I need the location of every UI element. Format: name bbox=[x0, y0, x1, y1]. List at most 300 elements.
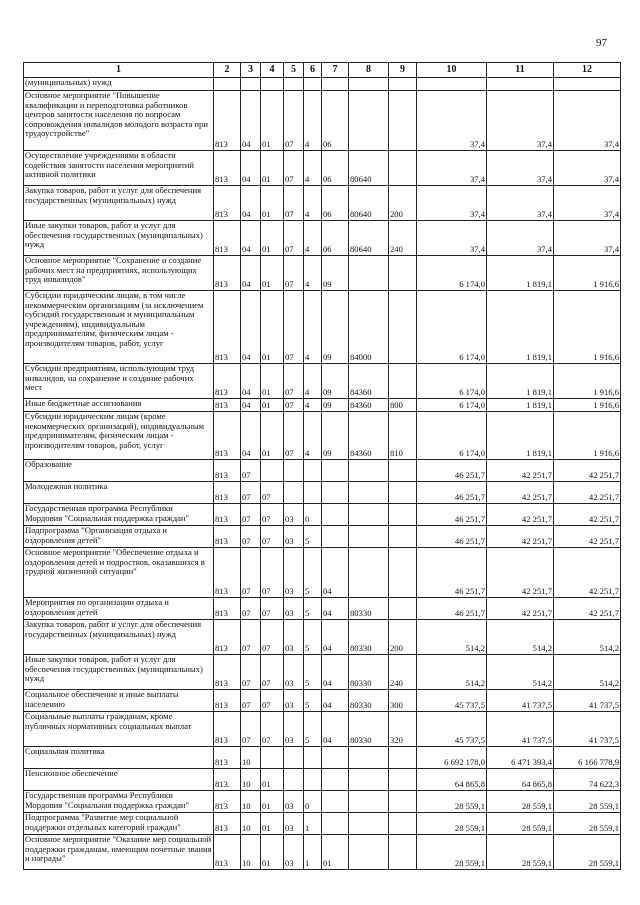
code-cell: 07 bbox=[284, 91, 304, 151]
row-name-cell: Закупка товаров, работ и услуг для обеспечения государственных (муниципальных) нужд bbox=[24, 620, 214, 655]
table-header bbox=[24, 63, 621, 78]
code-cell bbox=[389, 813, 417, 835]
code-cell: 03 bbox=[284, 504, 304, 526]
code-cell: 01 bbox=[261, 813, 284, 835]
code-cell: 4 bbox=[304, 291, 322, 364]
amount-cell: 28 559,1 bbox=[487, 791, 554, 813]
code-cell bbox=[322, 482, 349, 504]
code-cell: 01 bbox=[261, 364, 284, 399]
table-row bbox=[24, 399, 621, 412]
table-row bbox=[24, 747, 621, 769]
code-cell bbox=[304, 78, 322, 91]
code-cell: 07 bbox=[284, 364, 304, 399]
amount-cell: 37,4 bbox=[417, 151, 487, 186]
code-cell: 5 bbox=[304, 690, 322, 712]
code-cell: 10 bbox=[241, 769, 261, 791]
row-name-cell: Подпрограмма "Организация отдыха и оздоровления детей" bbox=[24, 526, 214, 548]
row-name-cell: Основное мероприятие "Сохранение и создание рабочих мест на предприятиях, использующих труд инвалидов" bbox=[24, 256, 214, 291]
code-cell: 01 bbox=[261, 151, 284, 186]
code-cell bbox=[349, 504, 389, 526]
row-name-cell: Мероприятия по организации отдыха и оздоровления детей bbox=[24, 598, 214, 620]
column-header: 10 bbox=[417, 63, 487, 78]
code-cell bbox=[389, 835, 417, 870]
code-cell: 07 bbox=[284, 186, 304, 221]
code-cell: 07 bbox=[284, 399, 304, 412]
code-cell: 07 bbox=[241, 460, 261, 482]
row-name-cell: (муниципальных) нужд bbox=[24, 78, 214, 91]
table-body bbox=[24, 78, 621, 870]
code-cell: 0 bbox=[304, 791, 322, 813]
table-row bbox=[24, 548, 621, 598]
code-cell: 09 bbox=[322, 291, 349, 364]
amount-cell: 37,4 bbox=[417, 91, 487, 151]
table-row bbox=[24, 712, 621, 747]
code-cell: 5 bbox=[304, 548, 322, 598]
code-cell bbox=[261, 747, 284, 769]
table-row bbox=[24, 791, 621, 813]
code-cell: 07 bbox=[261, 598, 284, 620]
code-cell: 813 bbox=[214, 460, 241, 482]
code-cell bbox=[322, 78, 349, 91]
code-cell bbox=[389, 256, 417, 291]
code-cell: 84360 bbox=[349, 399, 389, 412]
amount-cell: 514,2 bbox=[487, 620, 554, 655]
code-cell bbox=[389, 769, 417, 791]
amount-cell: 64 865,8 bbox=[487, 769, 554, 791]
code-cell bbox=[349, 747, 389, 769]
code-cell bbox=[284, 769, 304, 791]
column-header: 6 bbox=[304, 63, 322, 78]
code-cell: 01 bbox=[261, 186, 284, 221]
table-row bbox=[24, 835, 621, 870]
code-cell: 813 bbox=[214, 482, 241, 504]
code-cell bbox=[284, 747, 304, 769]
code-cell: 09 bbox=[322, 256, 349, 291]
code-cell: 04 bbox=[241, 256, 261, 291]
code-cell: 07 bbox=[241, 712, 261, 747]
code-cell: 813 bbox=[214, 256, 241, 291]
code-cell: 03 bbox=[284, 712, 304, 747]
row-name-cell: Субсидии предприятиям, использующим труд инвалидов, на сохранение и создание рабочих мест bbox=[24, 364, 214, 399]
amount-cell: 514,2 bbox=[554, 655, 621, 690]
amount-cell: 514,2 bbox=[487, 655, 554, 690]
code-cell bbox=[304, 460, 322, 482]
code-cell: 813 bbox=[214, 504, 241, 526]
code-cell: 07 bbox=[261, 482, 284, 504]
code-cell: 04 bbox=[241, 186, 261, 221]
column-header: 9 bbox=[389, 63, 417, 78]
code-cell: 813 bbox=[214, 813, 241, 835]
row-name-cell: Основное мероприятие "Повышение квалификации и переподготовка работников центров занятости населения по вопросам сопровождения инвалидов молодого возраста при трудоустройстве" bbox=[24, 91, 214, 151]
table-row bbox=[24, 482, 621, 504]
code-cell bbox=[349, 813, 389, 835]
code-cell: 03 bbox=[284, 655, 304, 690]
column-header: 2 bbox=[214, 63, 241, 78]
table-row bbox=[24, 364, 621, 399]
table-row bbox=[24, 655, 621, 690]
code-cell: 813. bbox=[214, 769, 241, 791]
code-cell: 80330 bbox=[349, 712, 389, 747]
code-cell bbox=[389, 291, 417, 364]
amount-cell: 6 166 778,9 bbox=[554, 747, 621, 769]
code-cell bbox=[322, 747, 349, 769]
code-cell: 03 bbox=[284, 598, 304, 620]
row-name-cell: Пенсионное обеспечение bbox=[24, 769, 214, 791]
code-cell: 10 bbox=[241, 791, 261, 813]
code-cell: 01 bbox=[261, 256, 284, 291]
code-cell: 03 bbox=[284, 526, 304, 548]
amount-cell bbox=[554, 78, 621, 91]
row-name-cell: Иные бюджетные ассигнования bbox=[24, 399, 214, 412]
code-cell: 07 bbox=[284, 291, 304, 364]
code-cell: 03 bbox=[284, 791, 304, 813]
code-cell bbox=[389, 482, 417, 504]
amount-cell: 42 251,7 bbox=[487, 548, 554, 598]
code-cell: 03 bbox=[284, 548, 304, 598]
amount-cell: 28 559,1 bbox=[554, 835, 621, 870]
row-name-cell: Образование bbox=[24, 460, 214, 482]
code-cell: 1 bbox=[304, 813, 322, 835]
amount-cell: 41 737,5 bbox=[554, 712, 621, 747]
code-cell: 03 bbox=[284, 813, 304, 835]
table-row bbox=[24, 412, 621, 460]
code-cell bbox=[389, 91, 417, 151]
amount-cell: 1 916,6 bbox=[554, 256, 621, 291]
code-cell bbox=[304, 747, 322, 769]
code-cell: 5 bbox=[304, 598, 322, 620]
code-cell: 813 bbox=[214, 91, 241, 151]
code-cell: 01 bbox=[261, 399, 284, 412]
code-cell: 01 bbox=[261, 291, 284, 364]
amount-cell: 28 559,1 bbox=[554, 813, 621, 835]
table-row bbox=[24, 291, 621, 364]
code-cell: 07 bbox=[284, 151, 304, 186]
table-row bbox=[24, 504, 621, 526]
code-cell: 84360 bbox=[349, 364, 389, 399]
code-cell: 06 bbox=[322, 151, 349, 186]
code-cell: 813 bbox=[214, 364, 241, 399]
code-cell: 813 bbox=[214, 620, 241, 655]
code-cell: 810 bbox=[389, 412, 417, 460]
code-cell: 07 bbox=[261, 655, 284, 690]
amount-cell: 37,4 bbox=[417, 186, 487, 221]
code-cell: 5 bbox=[304, 712, 322, 747]
code-cell: 09 bbox=[322, 412, 349, 460]
code-cell bbox=[389, 548, 417, 598]
code-cell: 07 bbox=[241, 598, 261, 620]
code-cell: 4 bbox=[304, 412, 322, 460]
code-cell: 800 bbox=[389, 399, 417, 412]
code-cell: 813 bbox=[214, 526, 241, 548]
code-cell: 813 bbox=[214, 791, 241, 813]
table-row bbox=[24, 460, 621, 482]
code-cell: 4 bbox=[304, 364, 322, 399]
code-cell: 813 bbox=[214, 690, 241, 712]
code-cell: 813 bbox=[214, 221, 241, 256]
code-cell: 07 bbox=[241, 504, 261, 526]
code-cell: 03 bbox=[284, 690, 304, 712]
code-cell bbox=[284, 460, 304, 482]
amount-cell: 45 737,5 bbox=[417, 712, 487, 747]
code-cell: 813 bbox=[214, 712, 241, 747]
table-row bbox=[24, 186, 621, 221]
amount-cell: 42 251,7 bbox=[487, 460, 554, 482]
code-cell bbox=[349, 835, 389, 870]
code-cell: 07 bbox=[241, 526, 261, 548]
amount-cell: 1 916,6 bbox=[554, 364, 621, 399]
amount-cell: 46 251,7 bbox=[417, 482, 487, 504]
code-cell: 200 bbox=[389, 186, 417, 221]
amount-cell: 64 865,8 bbox=[417, 769, 487, 791]
code-cell: 03 bbox=[284, 620, 304, 655]
table-row bbox=[24, 690, 621, 712]
code-cell bbox=[389, 151, 417, 186]
code-cell: 80640 bbox=[349, 221, 389, 256]
code-cell: 07 bbox=[284, 412, 304, 460]
amount-cell: 42 251,7 bbox=[554, 460, 621, 482]
amount-cell bbox=[487, 78, 554, 91]
row-name-cell: Государственная программа Республики Мордовия "Социальная поддержка граждан" bbox=[24, 791, 214, 813]
amount-cell: 1 819,1 bbox=[487, 256, 554, 291]
table-row bbox=[24, 256, 621, 291]
amount-cell: 28 559,1 bbox=[417, 791, 487, 813]
row-name-cell: Основное мероприятие "Оказание мер социальной поддержки гражданам, имеющим почетные звания и награды" bbox=[24, 835, 214, 870]
code-cell: 0 bbox=[304, 504, 322, 526]
amount-cell: 1 916,6 bbox=[554, 399, 621, 412]
amount-cell: 37,4 bbox=[554, 221, 621, 256]
code-cell: 07 bbox=[261, 712, 284, 747]
code-cell: 5 bbox=[304, 620, 322, 655]
code-cell: 813 bbox=[214, 291, 241, 364]
code-cell bbox=[349, 460, 389, 482]
row-name-cell: Закупка товаров, работ и услуг для обеспечения государственных (муниципальных) нужд bbox=[24, 186, 214, 221]
code-cell: 320 bbox=[389, 712, 417, 747]
code-cell bbox=[349, 769, 389, 791]
code-cell: 240 bbox=[389, 221, 417, 256]
column-header: 4 bbox=[261, 63, 284, 78]
code-cell: 813 bbox=[214, 548, 241, 598]
code-cell: 07 bbox=[284, 221, 304, 256]
code-cell: 07 bbox=[241, 690, 261, 712]
amount-cell: 28 559,1 bbox=[417, 835, 487, 870]
code-cell: 80330 bbox=[349, 690, 389, 712]
code-cell bbox=[349, 91, 389, 151]
amount-cell: 514,2 bbox=[417, 655, 487, 690]
code-cell: 4 bbox=[304, 221, 322, 256]
amount-cell: 46 251,7 bbox=[417, 548, 487, 598]
code-cell: 07 bbox=[261, 620, 284, 655]
code-cell: 10 bbox=[241, 835, 261, 870]
code-cell: 04 bbox=[322, 655, 349, 690]
code-cell: 07 bbox=[241, 620, 261, 655]
code-cell: 813 bbox=[214, 655, 241, 690]
code-cell: 4 bbox=[304, 256, 322, 291]
amount-cell bbox=[417, 78, 487, 91]
amount-cell: 37,4 bbox=[417, 221, 487, 256]
amount-cell: 28 559,1 bbox=[554, 791, 621, 813]
amount-cell: 37,4 bbox=[554, 151, 621, 186]
code-cell: 04 bbox=[241, 151, 261, 186]
code-cell bbox=[389, 747, 417, 769]
code-cell: 04 bbox=[322, 548, 349, 598]
table-row bbox=[24, 526, 621, 548]
code-cell: 10 bbox=[241, 813, 261, 835]
code-cell: 4 bbox=[304, 91, 322, 151]
code-cell: 84000 bbox=[349, 291, 389, 364]
amount-cell: 1 819,1 bbox=[487, 412, 554, 460]
code-cell: 06 bbox=[322, 221, 349, 256]
row-name-cell: Субсидии юридическим лицам (кроме некоммерческих организаций), индивидуальным предпринимателям, физическим лицам - производителям товаров, работ, услуг bbox=[24, 412, 214, 460]
code-cell bbox=[389, 364, 417, 399]
row-name-cell: Подпрограмма "Развитие мер социальной поддержки отдельных категорий граждан" bbox=[24, 813, 214, 835]
amount-cell: 46 251,7 bbox=[417, 526, 487, 548]
row-name-cell: Осуществление учреждениями в области содействия занятости населения мероприятий активной политики bbox=[24, 151, 214, 186]
code-cell bbox=[304, 482, 322, 504]
table-row bbox=[24, 769, 621, 791]
code-cell bbox=[349, 482, 389, 504]
code-cell: 07 bbox=[261, 504, 284, 526]
code-cell bbox=[322, 504, 349, 526]
amount-cell: 514,2 bbox=[554, 620, 621, 655]
row-name-cell: Социальная политика bbox=[24, 747, 214, 769]
code-cell: 01 bbox=[261, 769, 284, 791]
code-cell: 80330 bbox=[349, 655, 389, 690]
amount-cell: 1 819,1 bbox=[487, 399, 554, 412]
amount-cell: 28 559,1 bbox=[487, 835, 554, 870]
code-cell: 04 bbox=[322, 598, 349, 620]
code-cell: 80640 bbox=[349, 151, 389, 186]
row-name-cell: Основное мероприятие "Обеспечение отдыха и оздоровления детей и подростков, оказавшихся в трудной жизненной ситуации" bbox=[24, 548, 214, 598]
code-cell: 01 bbox=[322, 835, 349, 870]
code-cell: 813 bbox=[214, 186, 241, 221]
code-cell bbox=[261, 460, 284, 482]
code-cell bbox=[322, 791, 349, 813]
code-cell: 01 bbox=[261, 791, 284, 813]
code-cell: 09 bbox=[322, 364, 349, 399]
amount-cell: 37,4 bbox=[554, 91, 621, 151]
code-cell: 200 bbox=[389, 620, 417, 655]
code-cell: 240 bbox=[389, 655, 417, 690]
amount-cell: 41 737,5 bbox=[487, 712, 554, 747]
code-cell bbox=[304, 769, 322, 791]
row-name-cell: Иные закупки товаров, работ и услуг для обеспечения государственных (муниципальных) нужд bbox=[24, 655, 214, 690]
row-name-cell: Социальное обеспечение и иные выплаты населению bbox=[24, 690, 214, 712]
code-cell: 04 bbox=[241, 291, 261, 364]
page-number: 97 bbox=[596, 37, 607, 49]
amount-cell: 74 622,3 bbox=[554, 769, 621, 791]
code-cell: 07 bbox=[261, 548, 284, 598]
row-name-cell: Субсидии юридическим лицам, в том числе некоммерческим организациям (за исключением субсидий государственным и муниципальным учреждениям), индивидуальным предпринимателям, физическим лицам - производителям товаров, работ, услуг bbox=[24, 291, 214, 364]
amount-cell: 28 559,1 bbox=[487, 813, 554, 835]
code-cell: 813 bbox=[214, 835, 241, 870]
code-cell: 04 bbox=[241, 364, 261, 399]
code-cell bbox=[241, 78, 261, 91]
code-cell bbox=[389, 78, 417, 91]
code-cell: 07 bbox=[261, 690, 284, 712]
amount-cell: 1 819,1 bbox=[487, 291, 554, 364]
code-cell: 03 bbox=[284, 835, 304, 870]
column-header: 5 bbox=[284, 63, 304, 78]
column-header: 3 bbox=[241, 63, 261, 78]
amount-cell: 42 251,7 bbox=[487, 598, 554, 620]
code-cell: 80330 bbox=[349, 598, 389, 620]
code-cell: 07 bbox=[241, 482, 261, 504]
code-cell: 813 bbox=[214, 747, 241, 769]
code-cell bbox=[349, 548, 389, 598]
amount-cell: 6 174,0 bbox=[417, 291, 487, 364]
column-header: 1 bbox=[24, 63, 214, 78]
amount-cell: 42 251,7 bbox=[554, 526, 621, 548]
code-cell: 4 bbox=[304, 186, 322, 221]
amount-cell: 42 251,7 bbox=[554, 482, 621, 504]
amount-cell: 6 174,0 bbox=[417, 256, 487, 291]
code-cell bbox=[389, 791, 417, 813]
code-cell: 01 bbox=[261, 412, 284, 460]
amount-cell: 6 471 393,4 bbox=[487, 747, 554, 769]
table-row bbox=[24, 221, 621, 256]
amount-cell: 42 251,7 bbox=[554, 598, 621, 620]
budget-table bbox=[23, 62, 621, 870]
code-cell bbox=[389, 504, 417, 526]
code-cell: 01 bbox=[261, 91, 284, 151]
amount-cell: 37,4 bbox=[487, 91, 554, 151]
code-cell: 04 bbox=[322, 620, 349, 655]
code-cell bbox=[322, 813, 349, 835]
code-cell: 813 bbox=[214, 399, 241, 412]
code-cell bbox=[261, 78, 284, 91]
code-cell: 07 bbox=[284, 256, 304, 291]
row-name-cell: Иные закупки товаров, работ и услуг для обеспечения государственных (муниципальных) нужд bbox=[24, 221, 214, 256]
amount-cell: 46 251,7 bbox=[417, 460, 487, 482]
column-header: 8 bbox=[349, 63, 389, 78]
amount-cell: 1 916,6 bbox=[554, 291, 621, 364]
amount-cell: 37,4 bbox=[554, 186, 621, 221]
amount-cell: 42 251,7 bbox=[487, 482, 554, 504]
code-cell: 80640 bbox=[349, 186, 389, 221]
column-header: 11 bbox=[487, 63, 554, 78]
code-cell: 09 bbox=[322, 399, 349, 412]
code-cell: 01 bbox=[261, 835, 284, 870]
header-row bbox=[24, 63, 621, 78]
amount-cell: 46 251,7 bbox=[417, 598, 487, 620]
amount-cell: 45 737,5 bbox=[417, 690, 487, 712]
code-cell bbox=[389, 526, 417, 548]
code-cell bbox=[284, 482, 304, 504]
code-cell bbox=[349, 78, 389, 91]
code-cell: 07 bbox=[241, 655, 261, 690]
table-row bbox=[24, 598, 621, 620]
code-cell bbox=[284, 78, 304, 91]
code-cell: 04 bbox=[322, 690, 349, 712]
table-row bbox=[24, 78, 621, 91]
code-cell: 1 bbox=[304, 835, 322, 870]
amount-cell: 42 251,7 bbox=[554, 504, 621, 526]
code-cell: 07 bbox=[261, 526, 284, 548]
code-cell: 01 bbox=[261, 221, 284, 256]
code-cell bbox=[322, 460, 349, 482]
code-cell: 813 bbox=[214, 412, 241, 460]
amount-cell: 41 737,5 bbox=[554, 690, 621, 712]
code-cell bbox=[214, 78, 241, 91]
row-name-cell: Государственная программа Республики Мордовия "Социальная поддержка граждан" bbox=[24, 504, 214, 526]
amount-cell: 46 251,7 bbox=[417, 504, 487, 526]
code-cell: 4 bbox=[304, 399, 322, 412]
code-cell: 04 bbox=[241, 221, 261, 256]
code-cell bbox=[322, 769, 349, 791]
amount-cell: 6 174,0 bbox=[417, 412, 487, 460]
amount-cell: 1 916,6 bbox=[554, 412, 621, 460]
amount-cell: 6 174,0 bbox=[417, 399, 487, 412]
